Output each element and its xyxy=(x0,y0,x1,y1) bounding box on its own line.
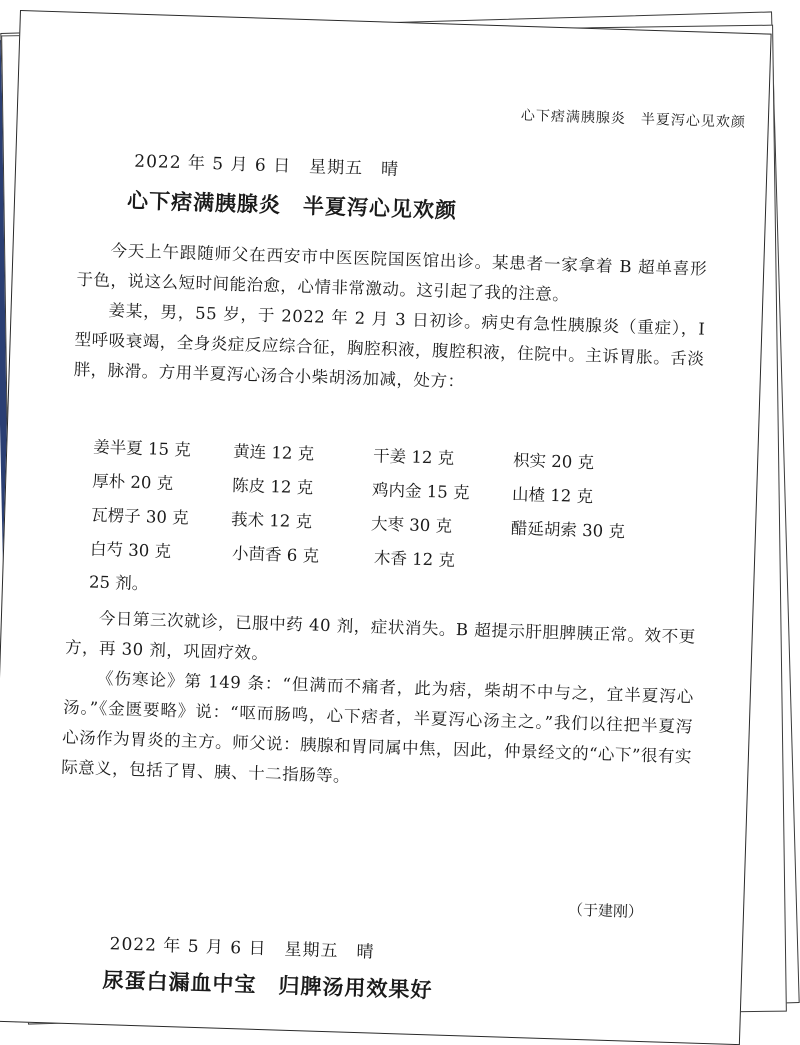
paragraph: 今日第三次就诊，已服中药 40 剂，症状消失。B 超提示肝胆脾胰正常。效不更方，再 30 剂，巩固疗效。 xyxy=(64,608,696,664)
herb-item: 山楂 12 克 xyxy=(511,484,594,507)
herb-item: 醋延胡索 30 克 xyxy=(510,518,626,542)
herb-item: 大枣 30 克 xyxy=(370,514,453,536)
entry-date: 2022 年 5 月 6 日 星期五 晴 xyxy=(133,151,400,180)
herb-item: 小茴香 6 克 xyxy=(231,543,320,566)
herb-item: 瓦楞子 30 克 xyxy=(90,505,189,528)
paragraph: 姜某，男，55 岁，于 2022 年 2 月 3 日初诊。病史有急性胰腺炎（重症），Ⅰ型呼吸衰竭，全身炎症反应综合征，胸腔积液，腹腔积液，住院中。主诉胃胀。舌淡胖，脉滑。方用半夏泻心汤合小柴胡汤加减，处方： xyxy=(73,300,706,392)
herb-item: 鸡内金 15 克 xyxy=(371,480,470,503)
herb-item: 木香 12 克 xyxy=(373,548,456,570)
entry-body xyxy=(73,235,707,405)
paragraph: 《伤寒论》第 149 条：“但满而不痛者，此为痞，柴胡不中与之，宜半夏泻心汤。”《金匮要略》说：“呕而肠鸣，心下痞者，半夏泻心汤主之。”我们以往把半夏泻心汤作为胃炎的主方。师父说：胰腺和胃同属中焦，因此，仲景经文的“心下”很有实际意义，包括了胃、胰、十二指肠等。 xyxy=(60,668,695,786)
entry-title: 尿蛋白漏血中宝 归脾汤用效果好 xyxy=(102,968,433,1003)
herb-item: 干姜 12 克 xyxy=(372,446,455,468)
entry-body-continued xyxy=(61,603,696,803)
herb-item: 莪术 12 克 xyxy=(230,509,313,532)
prescription-list xyxy=(89,434,653,588)
herb-item: 厚朴 20 克 xyxy=(91,471,174,494)
paragraph: 今天上午跟随师父在西安市中医医院国医馆出诊。某患者一家拿着 B 超单喜形于色，说这么短时间能治愈，心情非常激动。这引起了我的注意。 xyxy=(76,240,708,305)
book-page xyxy=(0,10,772,1045)
herb-item: 黄连 12 克 xyxy=(232,441,315,464)
entry-title: 心下痞满胰腺炎 半夏泻心见欢颜 xyxy=(126,188,458,223)
herb-item: 白芍 30 克 xyxy=(89,539,172,562)
entry-date: 2022 年 5 月 6 日 星期五 晴 xyxy=(109,934,375,963)
herb-item: 枳实 20 克 xyxy=(512,450,595,473)
running-head: 心下痞满胰腺炎 半夏泻心见欢颜 xyxy=(520,107,747,131)
herb-item: 姜半夏 15 克 xyxy=(93,437,192,460)
author-signature: （于建刚） xyxy=(567,900,644,922)
herb-item: 陈皮 12 克 xyxy=(231,475,314,498)
dose-count: 25 剂。 xyxy=(88,572,149,594)
